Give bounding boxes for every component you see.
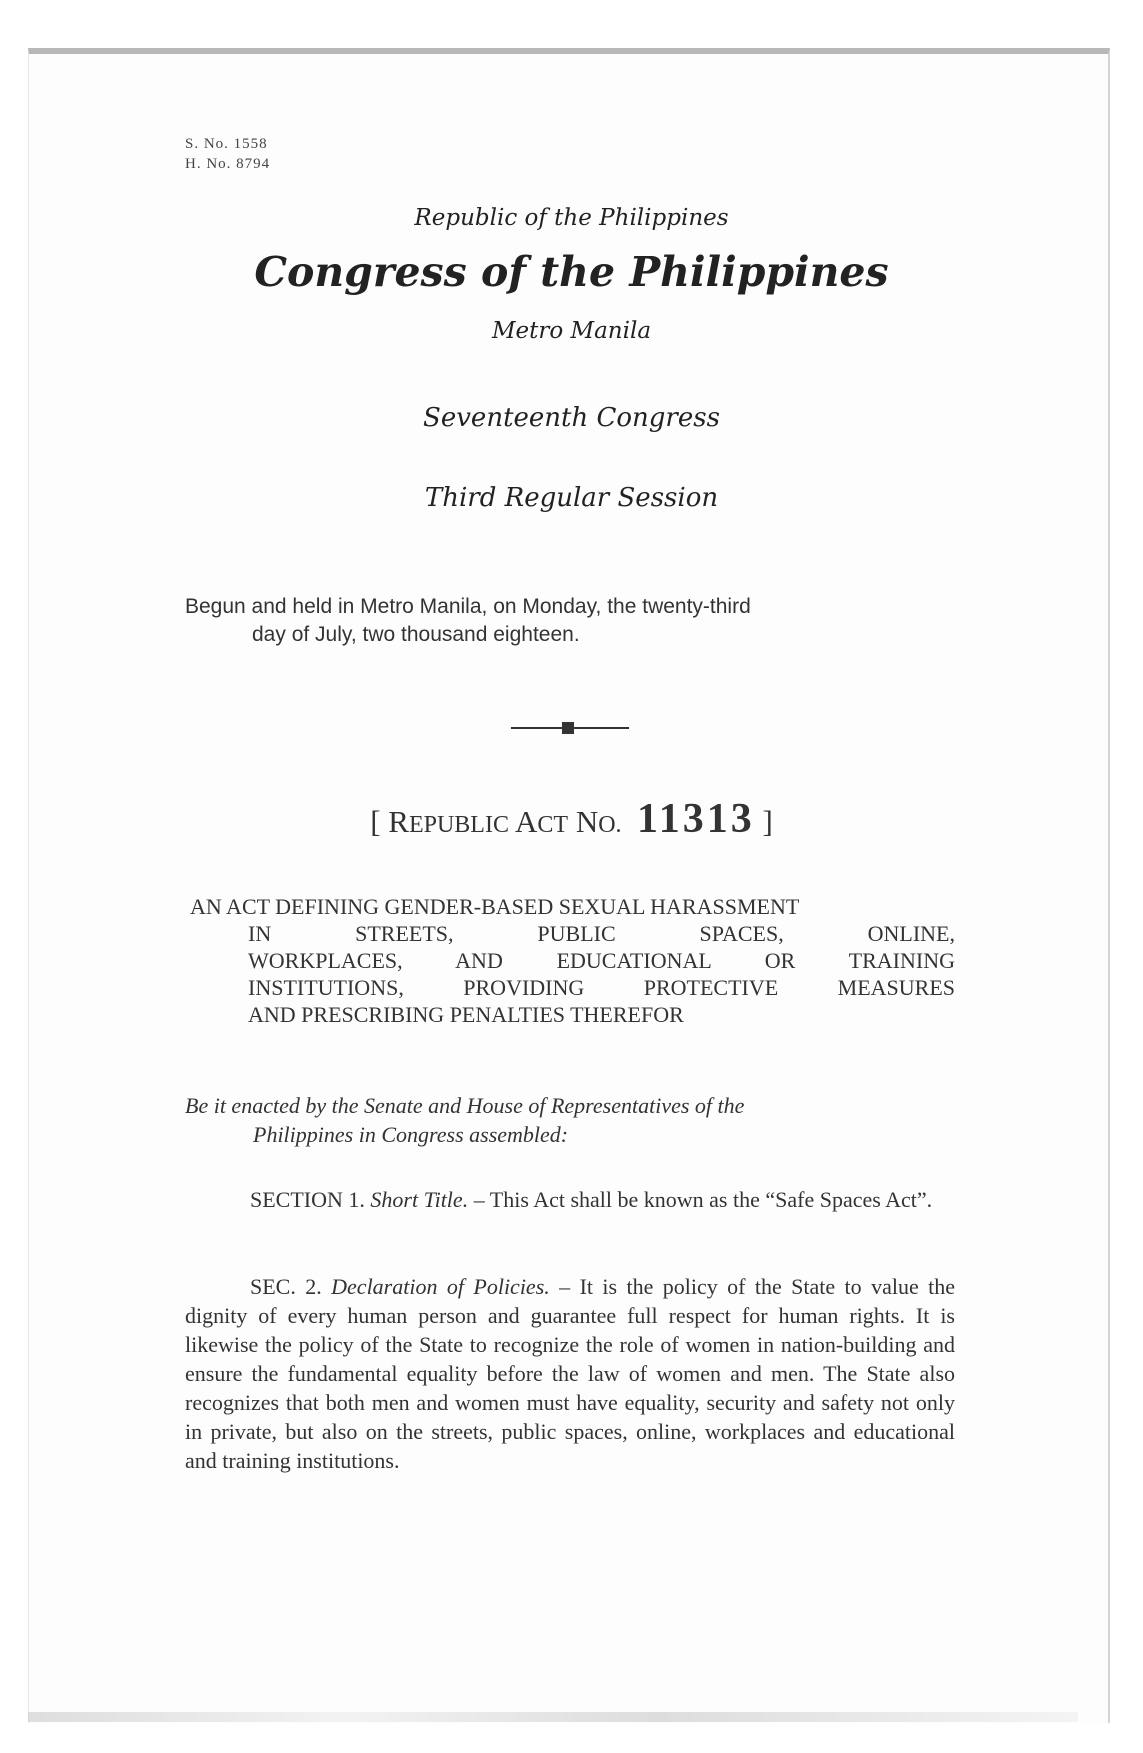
act-word-republic: EPUBLIC [408, 812, 509, 838]
section-1-label: SECTION 1. [250, 1187, 365, 1212]
section-1 [185, 1185, 955, 1214]
act-bracket-close: ] [762, 804, 773, 839]
act-letter-n: N [568, 804, 599, 839]
senate-bill-number: S. No. 1558 [185, 136, 268, 152]
section-1-heading: Short Title. [370, 1187, 469, 1212]
title-line-4: INSTITUTIONS, PROVIDING PROTECTIVE MEASURES [248, 975, 955, 1000]
location-heading: Metro Manila [491, 318, 652, 344]
section-2 [185, 1272, 955, 1475]
title-line-5: AND PRESCRIBING PENALTIES THEREFOR [248, 1002, 684, 1027]
congress-number-heading: Seventeenth Congress [423, 403, 720, 433]
begun-line-1: Begun and held in Metro Manila, on Monday, the twenty-third [185, 595, 751, 618]
begun-statement [185, 593, 975, 649]
title-line-2: IN STREETS, PUBLIC SPACES, ONLINE, [248, 921, 955, 946]
house-bill-number: H. No. 8794 [185, 156, 271, 172]
enact-line-2: Philippines in Congress assembled: [253, 1122, 569, 1147]
title-line-1: AN ACT DEFINING GENDER-BASED SEXUAL HARASSMENT [190, 894, 800, 919]
act-bracket-open: [ R [370, 804, 409, 839]
congress-heading: Congress of the Philippines [254, 248, 889, 296]
bill-numbers [185, 134, 270, 174]
act-number: 11313 [637, 796, 755, 842]
section-2-text: – It is the policy of the State to value the dignity of every human person and guarantee full respect for human rights. It is likewise the policy of the State to recognize the role of women in nation-building and ensure the fundamental equality before the law of women and men. The State also recognizes that both men and women must have equality, security and safety not only in private, but also on the streets, public spaces, online, workplaces and educational and training institutions. [185, 1274, 955, 1473]
section-2-heading: Declaration of Policies. [331, 1274, 550, 1299]
republic-act-number [0, 795, 1143, 843]
republic-heading: Republic of the Philippines [414, 205, 729, 231]
title-line-3: WORKPLACES, AND EDUCATIONAL OR TRAINING [248, 948, 955, 973]
act-letter-a: A [508, 804, 538, 839]
section-2-label: SEC. 2. [250, 1274, 322, 1299]
begun-line-2: day of July, two thousand eighteen. [252, 623, 580, 646]
act-title [190, 893, 955, 1028]
act-word-no: O. [598, 812, 622, 838]
act-word-act: CT [537, 812, 569, 838]
enact-line-1: Be it enacted by the Senate and House of Representatives of the [185, 1093, 745, 1118]
ornament-square [562, 722, 574, 734]
session-heading: Third Regular Session [424, 483, 719, 513]
section-1-text: – This Act shall be known as the “Safe Spaces Act”. [468, 1187, 933, 1212]
enacting-clause [185, 1091, 955, 1149]
scan-edge [28, 1712, 1078, 1722]
